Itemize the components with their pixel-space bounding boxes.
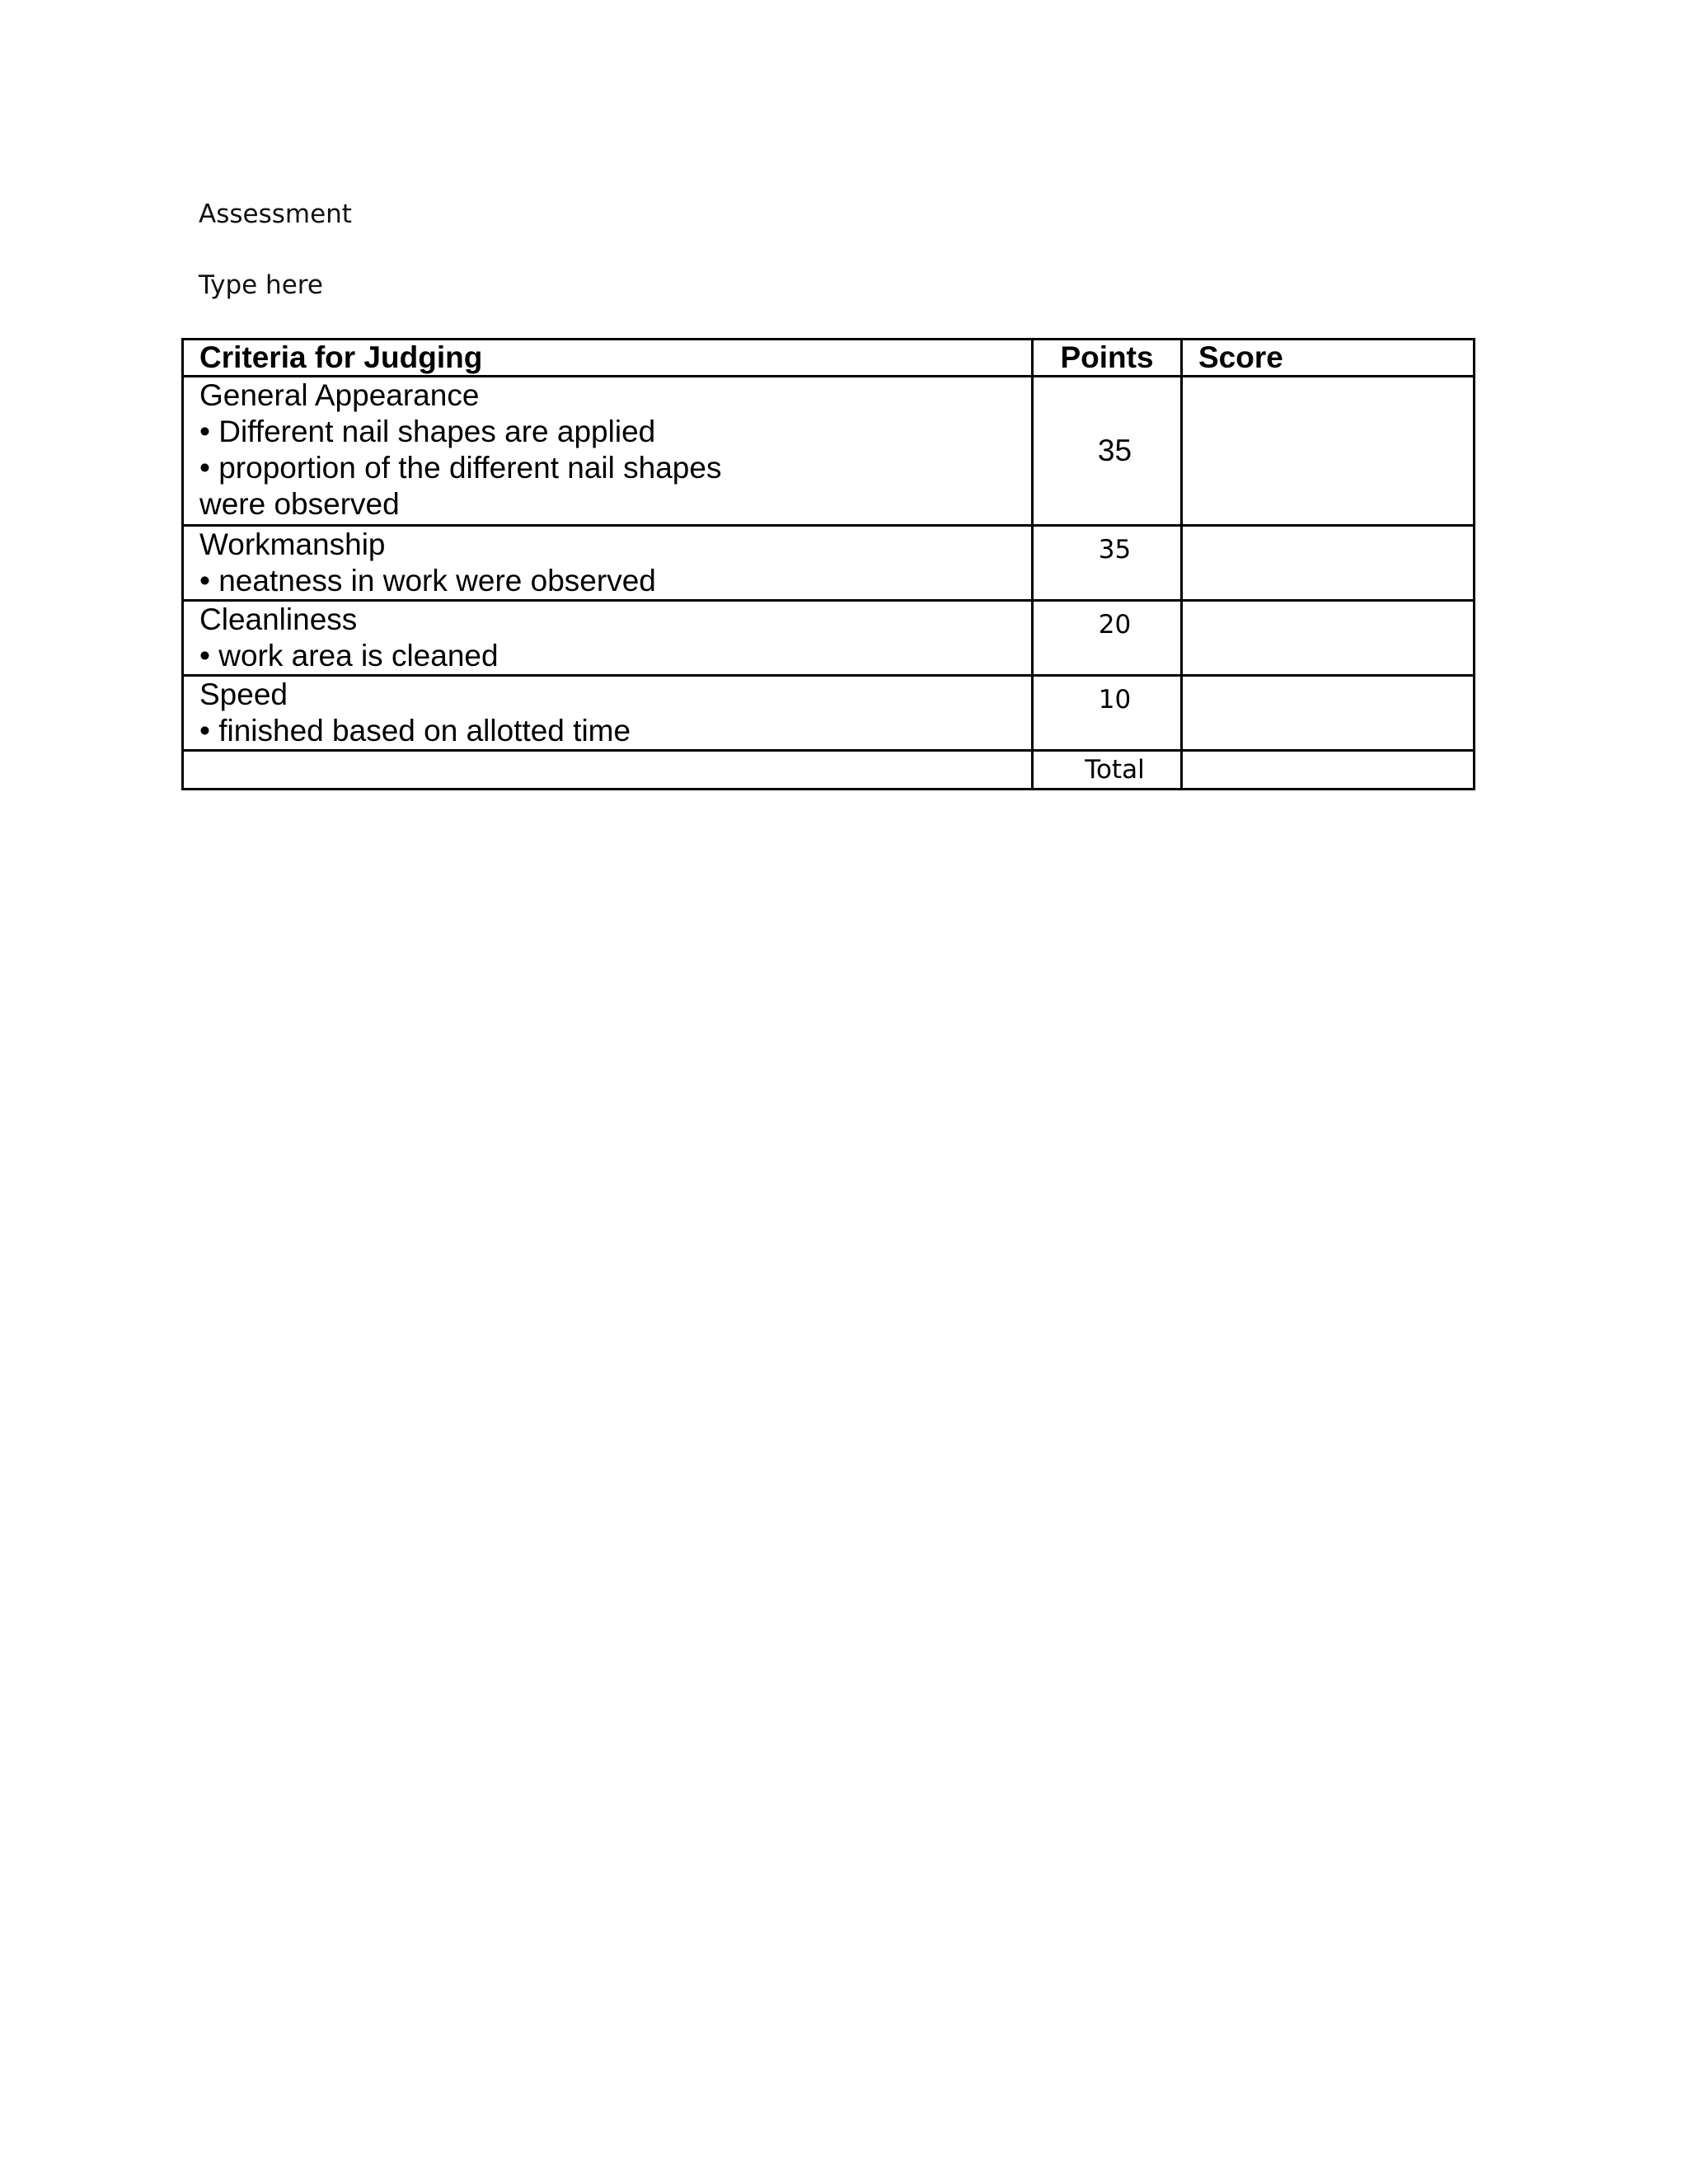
criterion-bullet: • Different nail shapes are applied bbox=[199, 415, 656, 448]
score-cell[interactable] bbox=[1182, 377, 1475, 526]
table-row bbox=[183, 526, 1475, 601]
criterion-cell bbox=[183, 526, 1033, 601]
criterion-bullet: • neatness in work were observed bbox=[199, 564, 656, 598]
table-row bbox=[183, 676, 1475, 751]
criterion-bullet: • finished based on allotted time bbox=[199, 714, 631, 748]
criterion-name: General Appearance bbox=[199, 378, 480, 412]
points-cell bbox=[1033, 526, 1182, 601]
table-row bbox=[183, 601, 1475, 676]
points-cell bbox=[1033, 377, 1182, 526]
points-cell bbox=[1033, 676, 1182, 751]
document-title: Assessment bbox=[199, 199, 352, 229]
points-value: 10 bbox=[1098, 685, 1132, 715]
criteria-header: Criteria for Judging bbox=[183, 340, 1033, 377]
table-header-row bbox=[183, 340, 1475, 377]
criterion-name: Speed bbox=[199, 677, 288, 711]
criterion-cell bbox=[183, 601, 1033, 676]
total-empty-cell bbox=[183, 751, 1033, 790]
points-value: 35 bbox=[1098, 535, 1132, 565]
criterion-cell bbox=[183, 377, 1033, 526]
criterion-name: Workmanship bbox=[199, 527, 386, 561]
criterion-bullet: • work area is cleaned bbox=[199, 639, 499, 673]
total-score-cell[interactable] bbox=[1182, 751, 1475, 790]
score-cell[interactable] bbox=[1182, 526, 1475, 601]
points-value: 20 bbox=[1098, 610, 1132, 640]
score-cell[interactable] bbox=[1182, 676, 1475, 751]
criterion-name: Cleanliness bbox=[199, 602, 358, 636]
table-row bbox=[183, 377, 1475, 526]
placeholder-text[interactable]: Type here bbox=[199, 270, 323, 300]
points-value: 35 bbox=[1097, 434, 1132, 467]
total-label: Total bbox=[1033, 751, 1182, 790]
points-header: Points bbox=[1033, 340, 1182, 377]
criterion-bullet: • proportion of the different nail shapes were observed bbox=[199, 451, 722, 521]
criterion-cell bbox=[183, 676, 1033, 751]
score-header: Score bbox=[1182, 340, 1475, 377]
total-row bbox=[183, 751, 1475, 790]
points-cell bbox=[1033, 601, 1182, 676]
judging-criteria-table bbox=[181, 338, 1475, 790]
score-cell[interactable] bbox=[1182, 601, 1475, 676]
